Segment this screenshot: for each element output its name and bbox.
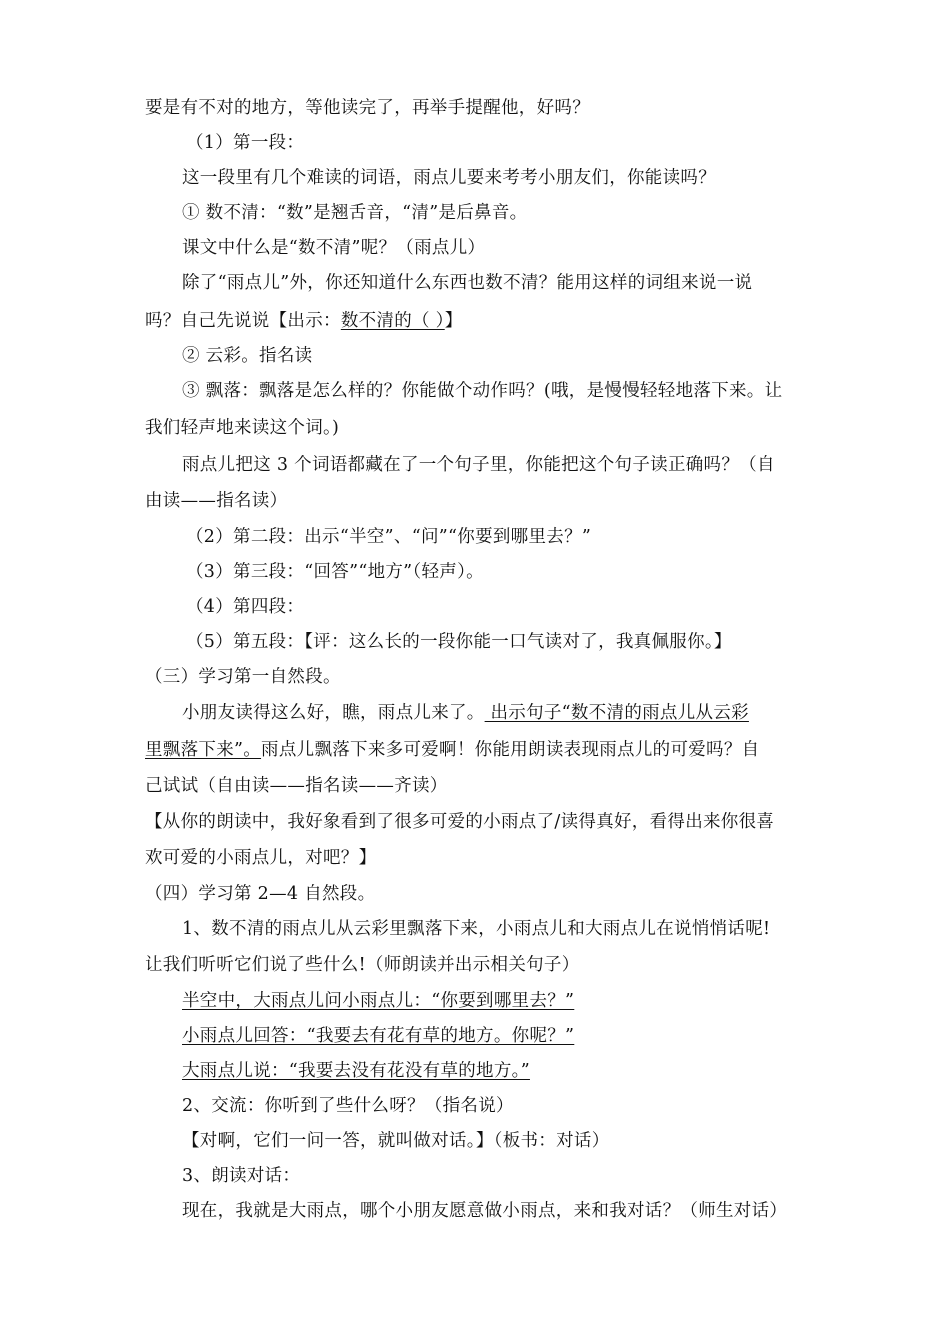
underlined-dialogue [182,1024,574,1048]
underlined-sentence: 里飘落下来”。 [145,740,262,760]
dialogue-text: 大雨点儿说：“我要去没有花没有草的地方。” [182,1061,530,1081]
text-span: 吗？自己先说说【出示： [145,311,341,331]
text-line: 让我们听听它们说了些什么!（师朗读并出示相关句子） [145,955,580,975]
text-span: 小朋友读得这么好，瞧，雨点儿来了。 [182,703,485,723]
text-line: （1）第一段： [186,133,305,153]
dialogue-text: 小雨点儿回答：“我要去有花有草的地方。你呢？” [182,1026,575,1046]
section-heading: （三）学习第一自然段。 [145,667,341,687]
text-line: 我们轻声地来读这个词。) [145,418,340,438]
text-line: ③ 飘落：飘落是怎么样的？你能做个动作吗？(哦，是慢慢轻轻地落下来。让 [182,381,783,401]
text-line: 【对啊，它们一问一答，就叫做对话。】（板书：对话） [182,1131,610,1151]
text-line: （2）第二段：出示“半空”、“问”“你要到哪里去？” [186,527,592,547]
text-line: 由读——指名读） [145,491,288,511]
underlined-dialogue [182,989,574,1013]
text-line: 除了“雨点儿”外，你还知道什么东西也数不清？能用这样的词组来说一说 [182,273,753,293]
text-line: ② 云彩。指名读 [182,346,313,366]
underlined-prompt: 数不清的（ ） [340,311,445,331]
text-line: 【从你的朗读中，我好象看到了很多可爱的小雨点了/读得真好，看得出来你很喜 [145,812,775,832]
text-line: 己试试（自由读——指名读——齐读） [145,776,448,796]
text-line: 欢可爱的小雨点儿，对吧？】 [145,848,377,868]
underlined-dialogue [182,1059,530,1083]
underlined-sentence: 出示句子“数不清的雨点儿从云彩 [484,703,749,723]
text-line: 要是有不对的地方，等他读完了，再举手提醒他，好吗？ [145,98,590,118]
text-line: 3、朗读对话： [182,1166,301,1186]
text-line: （5）第五段：【评：这么长的一段你能一口气读对了，我真佩服你。】 [186,632,732,652]
text-span: 雨点儿飘落下来多可爱啊！你能用朗读表现雨点儿的可爱吗？自 [261,740,760,760]
text-line: 2、交流：你听到了些什么呀？（指名说） [182,1096,514,1116]
text-line [145,738,759,762]
text-line: 课文中什么是“数不清”呢？（雨点儿） [182,238,486,258]
text-line [182,701,749,725]
text-line: 雨点儿把这 3 个词语都藏在了一个句子里，你能把这个句子读正确吗？（自 [182,455,775,475]
text-line: （4）第四段： [186,597,305,617]
dialogue-text: 半空中，大雨点儿问小雨点儿：“你要到哪里去？” [182,991,575,1011]
text-line: 现在，我就是大雨点，哪个小朋友愿意做小雨点，来和我对话？（师生对话） [182,1201,788,1221]
text-line: 1、数不清的雨点儿从云彩里飘落下来，小雨点儿和大雨点儿在说悄悄话呢! [182,919,771,939]
text-line [145,309,463,333]
section-heading: （四）学习第 2—4 自然段。 [145,884,376,904]
text-span: 】 [444,311,463,331]
text-line: 这一段里有几个难读的词语，雨点儿要来考考小朋友们，你能读吗？ [182,168,716,188]
text-line: （3）第三段：“回答”“地方”（轻声）。 [186,562,484,582]
text-line: ① 数不清：“数”是翘舌音，“清”是后鼻音。 [182,203,528,223]
